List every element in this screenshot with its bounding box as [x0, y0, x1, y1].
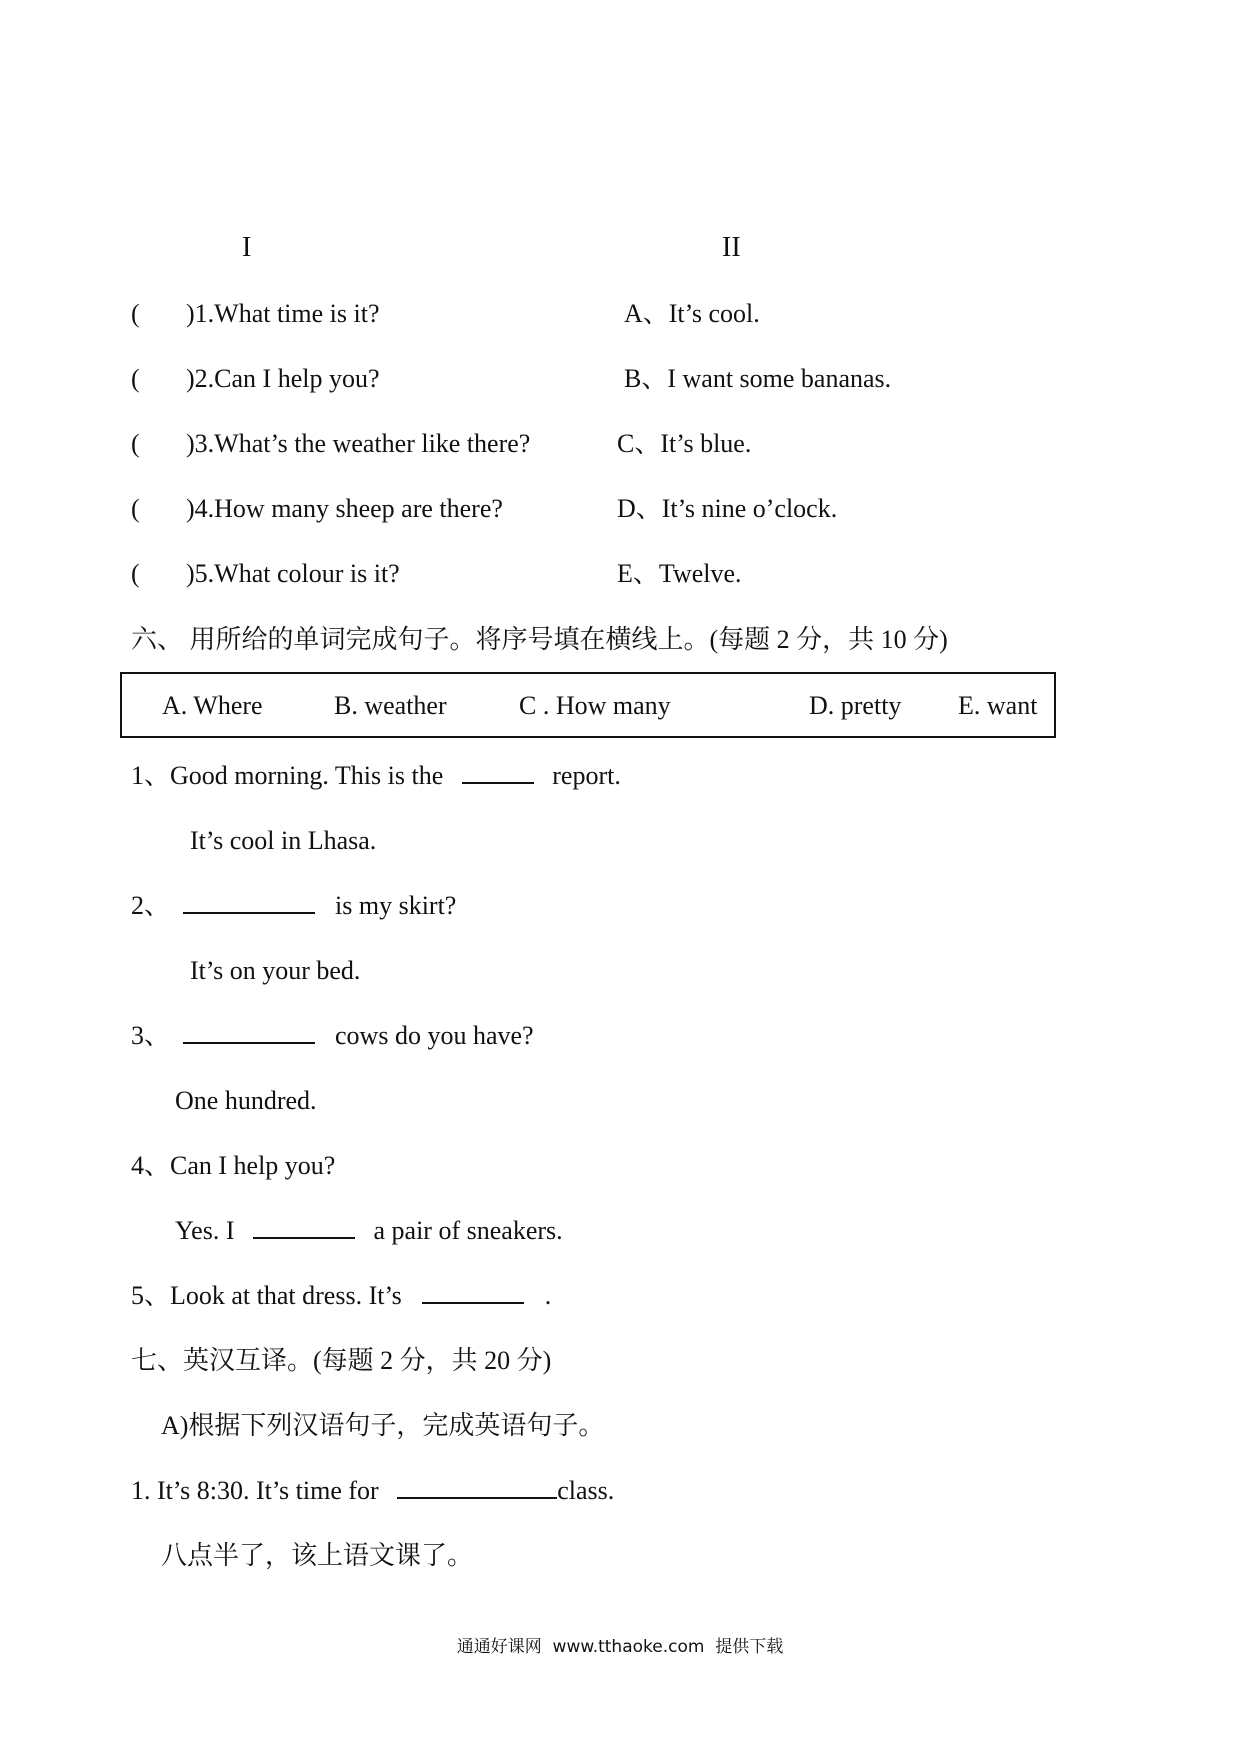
translation-item-1-chinese: 八点半了，该上语文课了。 — [161, 1541, 474, 1570]
answer-b: B、I want some bananas. — [624, 364, 892, 393]
answer-c: C、It’s blue. — [617, 429, 752, 458]
answer-a: A、It’s cool. — [624, 299, 760, 328]
fill-item-1-prefix: 1、Good morning. This is the — [131, 761, 444, 790]
word-option-a: A. Where — [162, 691, 263, 720]
answer-blank — [183, 1041, 315, 1044]
word-bank-box — [120, 672, 1056, 738]
fill-item-2-suffix: is my skirt? — [335, 891, 457, 920]
section-6-heading: 六、 用所给的单词完成句子。将序号填在横线上。(每题 2 分，共 10 分) — [131, 625, 948, 654]
answer-blank — [462, 781, 534, 784]
answer-blank — [422, 1301, 524, 1304]
translation-item-1-suffix: class. — [557, 1476, 615, 1505]
question-paren: ( — [131, 299, 140, 328]
fill-item-3-prefix: 3、 — [131, 1021, 171, 1050]
fill-item-1-answer: It’s cool in Lhasa. — [190, 826, 377, 855]
word-option-c: C . How many — [519, 691, 671, 720]
fill-item-3 — [131, 1020, 534, 1052]
column-header-i: I — [242, 232, 252, 263]
translation-item-1-prefix: 1. It’s 8:30. It’s time for — [131, 1476, 379, 1505]
answer-e: E、Twelve. — [617, 559, 742, 588]
question-1: )1.What time is it? — [186, 299, 380, 328]
fill-item-5-suffix: . — [544, 1281, 552, 1310]
fill-item-3-answer: One hundred. — [175, 1086, 317, 1115]
fill-item-4: 4、Can I help you? — [131, 1151, 336, 1180]
fill-item-3-suffix: cows do you have? — [335, 1021, 534, 1050]
fill-item-2-prefix: 2、 — [131, 891, 171, 920]
fill-item-4-answer-suffix: a pair of sneakers. — [373, 1216, 563, 1245]
page-footer: 通通好课网 www.tthaoke.com 提供下载 — [456, 1637, 784, 1657]
fill-item-1 — [131, 760, 621, 792]
fill-item-5-prefix: 5、Look at that dress. It’s — [131, 1281, 402, 1310]
answer-blank — [183, 911, 315, 914]
question-paren: ( — [131, 364, 140, 393]
word-option-b: B. weather — [334, 691, 447, 720]
answer-blank — [397, 1496, 557, 1499]
fill-item-2 — [131, 890, 456, 922]
answer-d: D、It’s nine o’clock. — [617, 494, 838, 523]
question-4: )4.How many sheep are there? — [186, 494, 503, 523]
fill-item-1-suffix: report. — [552, 761, 621, 790]
question-2: )2.Can I help you? — [186, 364, 380, 393]
fill-item-4-answer — [175, 1215, 563, 1247]
question-3: )3.What’s the weather like there? — [186, 429, 531, 458]
question-paren: ( — [131, 429, 140, 458]
column-header-ii: II — [722, 232, 741, 263]
translation-item-1 — [131, 1475, 614, 1507]
fill-item-5 — [131, 1280, 551, 1312]
section-7-part-a: A)根据下列汉语句子，完成英语句子。 — [161, 1411, 605, 1440]
question-5: )5.What colour is it? — [186, 559, 400, 588]
fill-item-4-answer-prefix: Yes. I — [175, 1216, 235, 1245]
fill-item-2-answer: It’s on your bed. — [190, 956, 361, 985]
word-option-d: D. pretty — [809, 691, 902, 720]
section-7-heading: 七、英汉互译。(每题 2 分，共 20 分) — [131, 1346, 552, 1375]
question-paren: ( — [131, 559, 140, 588]
answer-blank — [253, 1236, 355, 1239]
word-option-e: E. want — [958, 691, 1038, 720]
question-paren: ( — [131, 494, 140, 523]
